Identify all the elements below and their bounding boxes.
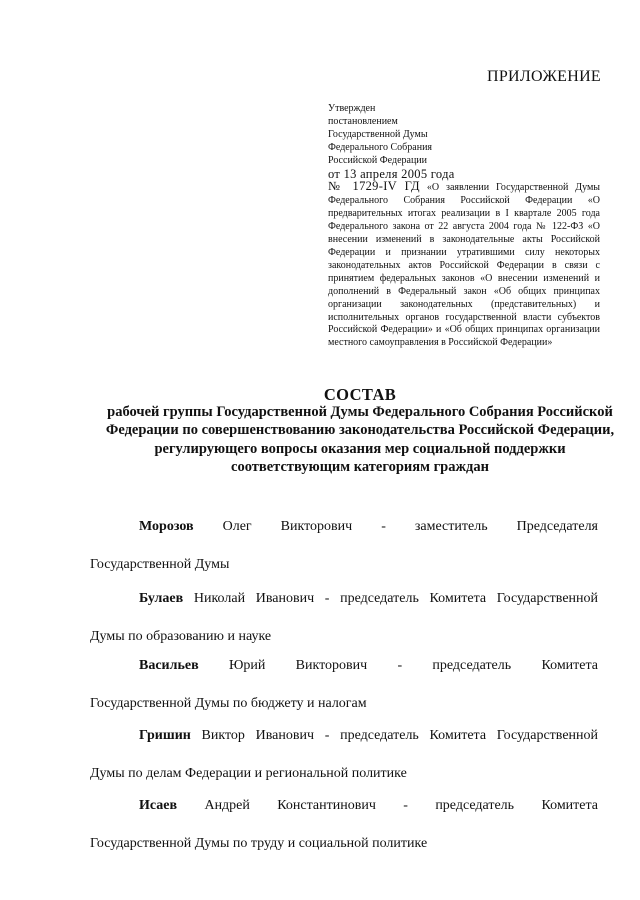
member-role-continuation: Государственной Думы по труду и социальной политике [90, 836, 428, 851]
approval-description-text: «О заявлении Государственной Думы Федерального Собрания Российской Федерации «О предварительных итогах реализации в I квартале 2005 года Федерального закона от 22 августа 2004 года № 122-ФЗ «О внесении изменений в законодательные акты Российской Федерации и признании утратившими силу некоторых законодательных актов Российской Федерации в связи с принятием федеральных законов «О внесении изменений и дополнений в Федеральный закон «Об общих принципах организации законодательных (представительных) и исполнительных органов государственной власти субъектов Российской Федерации» и «Об общих принципах организации местного самоуправления в Российской Федерации» [328, 182, 601, 349]
member-role: - заместитель Председателя [381, 519, 598, 534]
approval-date: от 13 апреля 2005 года [328, 166, 455, 181]
member-first-line [90, 787, 598, 825]
member-entry [90, 647, 598, 723]
approval-line-assembly: Федерального Собрания [328, 141, 433, 153]
member-first-line [90, 508, 598, 546]
member-role: - председатель Комитета Государственной [324, 591, 599, 606]
document-subtitle: рабочей группы Государственной Думы Федерального Собрания Российской Федерации по совершенствованию законодательства Российской Федерации, регулирующего вопросы оказания мер социальной поддержки соответствующим категориям граждан [105, 404, 615, 475]
member-first-line [90, 647, 598, 685]
document-title: СОСТАВ [323, 385, 397, 404]
member-role-continuation: Думы по образованию и науке [90, 629, 272, 644]
member-entry [90, 508, 598, 584]
approval-line-approved: Утвержден [328, 103, 376, 114]
approval-line-federation: Российской Федерации [328, 154, 428, 166]
member-surname: Гришин [139, 728, 191, 743]
member-entry [90, 580, 598, 656]
member-name: Олег Викторович [222, 519, 353, 534]
member-role: - председатель Комитета [397, 658, 598, 673]
member-first-line [90, 717, 598, 755]
member-surname: Булаев [139, 591, 184, 606]
member-name: Андрей Константинович [204, 798, 376, 813]
member-first-line [90, 580, 598, 618]
approval-block [328, 103, 600, 350]
approval-description [328, 180, 600, 350]
member-surname: Морозов [139, 519, 194, 534]
member-role-continuation: Государственной Думы [90, 557, 230, 572]
member-name: Николай Иванович [193, 591, 315, 606]
member-surname: Васильев [139, 658, 199, 673]
member-role: - председатель Комитета [403, 798, 598, 813]
member-name: Юрий Викторович [228, 658, 368, 673]
approval-number: № 1729-IV ГД [328, 179, 420, 194]
member-name: Виктор Иванович [201, 728, 315, 743]
appendix-heading: ПРИЛОЖЕНИЕ [487, 68, 602, 85]
member-entry [90, 717, 598, 793]
member-surname: Исаев [139, 798, 178, 813]
approval-line-duma: Государственной Думы [328, 128, 428, 140]
member-entry [90, 787, 598, 863]
member-role-continuation: Государственной Думы по бюджету и налогам [90, 696, 367, 711]
member-role: - председатель Комитета Государственной [324, 728, 599, 743]
approval-line-resolution: постановлением [328, 115, 398, 127]
member-role-continuation: Думы по делам Федерации и региональной политике [90, 766, 407, 781]
